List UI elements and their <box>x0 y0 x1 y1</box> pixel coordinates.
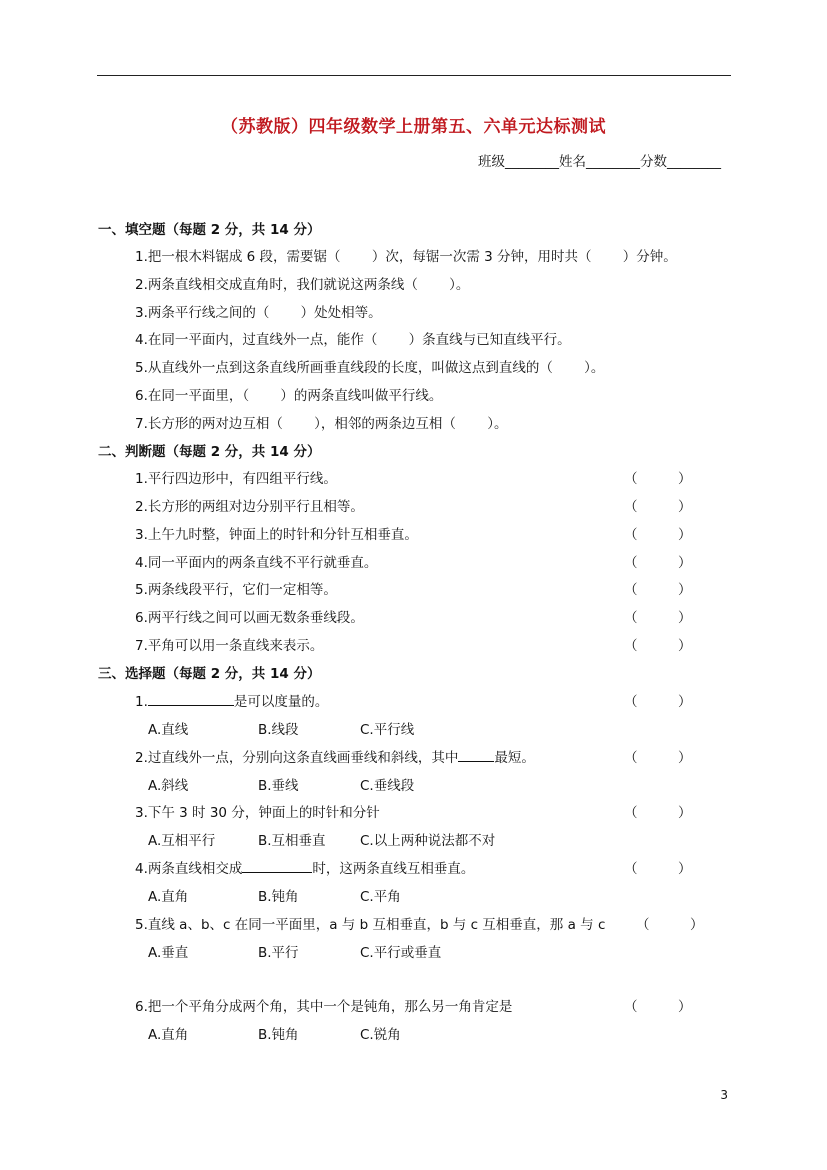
answer-paren: （ ） <box>624 638 692 654</box>
option-b: B.互相垂直 <box>258 833 326 849</box>
fill-question-5: 5.从直线外一点到这条直线所画垂直线段的长度，叫做这点到直线的（ ）。 <box>135 360 605 376</box>
answer-paren: （ ） <box>636 917 704 933</box>
judge-question-1: 1.平行四边形中，有四组平行线。 <box>135 471 337 487</box>
answer-blank <box>242 860 312 873</box>
question-text: 时，这两条直线互相垂直。 <box>312 861 475 877</box>
answer-paren: （ ） <box>624 861 692 877</box>
answer-paren: （ ） <box>624 499 692 515</box>
page-title: （苏教版）四年级数学上册第五、六单元达标测试 <box>221 117 606 137</box>
choice-question-4 <box>135 857 474 877</box>
answer-paren: （ ） <box>624 999 692 1015</box>
fill-question-6: 6.在同一平面里，（ ）的两条直线叫做平行线。 <box>135 388 443 404</box>
option-a: A.斜线 <box>148 778 189 794</box>
answer-paren: （ ） <box>624 582 692 598</box>
page-number: 3 <box>720 1088 728 1102</box>
choice-question-5 <box>135 913 605 933</box>
option-a: A.直角 <box>148 1027 189 1043</box>
question-text: 5.直线 a、b、c 在同一平面里，a 与 b 互相垂直，b 与 c 互相垂直，那 a 与 c <box>135 917 606 933</box>
judge-question-7: 7.平角可以用一条直线来表示。 <box>135 638 324 654</box>
fill-question-7: 7.长方形的两对边互相（ ），相邻的两条边互相（ ）。 <box>135 416 508 432</box>
answer-paren: （ ） <box>624 555 692 571</box>
section-heading-true-false: 二、判断题（每题 2 分，共 14 分） <box>98 444 321 460</box>
choice-options-6 <box>148 1023 401 1087</box>
answer-paren: （ ） <box>624 694 692 710</box>
answer-paren: （ ） <box>624 527 692 543</box>
fill-question-1: 1.把一根木料锯成 6 段，需要锯（ ）次，每锯一次需 3 分钟，用时共（ ）分钟。 <box>135 249 677 265</box>
header-rule <box>97 75 731 76</box>
answer-blank <box>458 749 494 762</box>
fill-question-2: 2.两条直线相交成直角时，我们就说这两条线（ ）。 <box>135 277 470 293</box>
judge-question-2: 2.长方形的两组对边分别平行且相等。 <box>135 499 364 515</box>
option-c: C.平角 <box>360 889 401 905</box>
option-a: A.直线 <box>148 722 189 738</box>
choice-question-1 <box>135 690 328 710</box>
answer-paren: （ ） <box>624 610 692 626</box>
fill-question-3: 3.两条平行线之间的（ ）处处相等。 <box>135 305 382 321</box>
option-a: A.互相平行 <box>148 833 216 849</box>
option-b: B.平行 <box>258 945 299 961</box>
student-info-line: 班级________姓名________分数________ <box>478 154 721 170</box>
question-text: 2.过直线外一点，分别向这条直线画垂线和斜线，其中 <box>135 750 459 766</box>
question-text: 是可以度量的。 <box>233 694 329 710</box>
question-text: 4.两条直线相交成 <box>135 861 243 877</box>
option-b: B.线段 <box>258 722 299 738</box>
answer-paren: （ ） <box>624 471 692 487</box>
option-c: C.锐角 <box>360 1027 401 1043</box>
choice-question-3 <box>135 801 380 821</box>
question-text: 最短。 <box>494 750 535 766</box>
option-c: C.以上两种说法都不对 <box>360 833 496 849</box>
answer-blank <box>148 693 234 706</box>
judge-question-6: 6.两平行线之间可以画无数条垂线段。 <box>135 610 364 626</box>
option-b: B.垂线 <box>258 778 299 794</box>
option-a: A.直角 <box>148 889 189 905</box>
choice-question-6 <box>135 995 512 1015</box>
option-b: B.钝角 <box>258 1027 299 1043</box>
answer-paren: （ ） <box>624 750 692 766</box>
section-heading-multiple-choice: 三、选择题（每题 2 分，共 14 分） <box>98 666 321 682</box>
fill-question-4: 4.在同一平面内，过直线外一点，能作（ ）条直线与已知直线平行。 <box>135 332 571 348</box>
section-heading-fill-blank: 一、填空题（每题 2 分，共 14 分） <box>98 222 321 238</box>
option-a: A.垂直 <box>148 945 189 961</box>
answer-paren: （ ） <box>624 805 692 821</box>
judge-question-5: 5.两条线段平行，它们一定相等。 <box>135 582 337 598</box>
question-text: 1. <box>135 694 148 710</box>
judge-question-4: 4.同一平面内的两条直线不平行就垂直。 <box>135 555 378 571</box>
option-c: C.平行或垂直 <box>360 945 442 961</box>
question-text: 3.下午 3 时 30 分，钟面上的时针和分针 <box>135 805 380 821</box>
question-text: 6.把一个平角分成两个角，其中一个是钝角，那么另一角肯定是 <box>135 999 513 1015</box>
choice-question-2 <box>135 746 535 766</box>
judge-question-3: 3.上午九时整，钟面上的时针和分针互相垂直。 <box>135 527 418 543</box>
option-b: B.钝角 <box>258 889 299 905</box>
option-c: C.垂线段 <box>360 778 415 794</box>
option-c: C.平行线 <box>360 722 415 738</box>
